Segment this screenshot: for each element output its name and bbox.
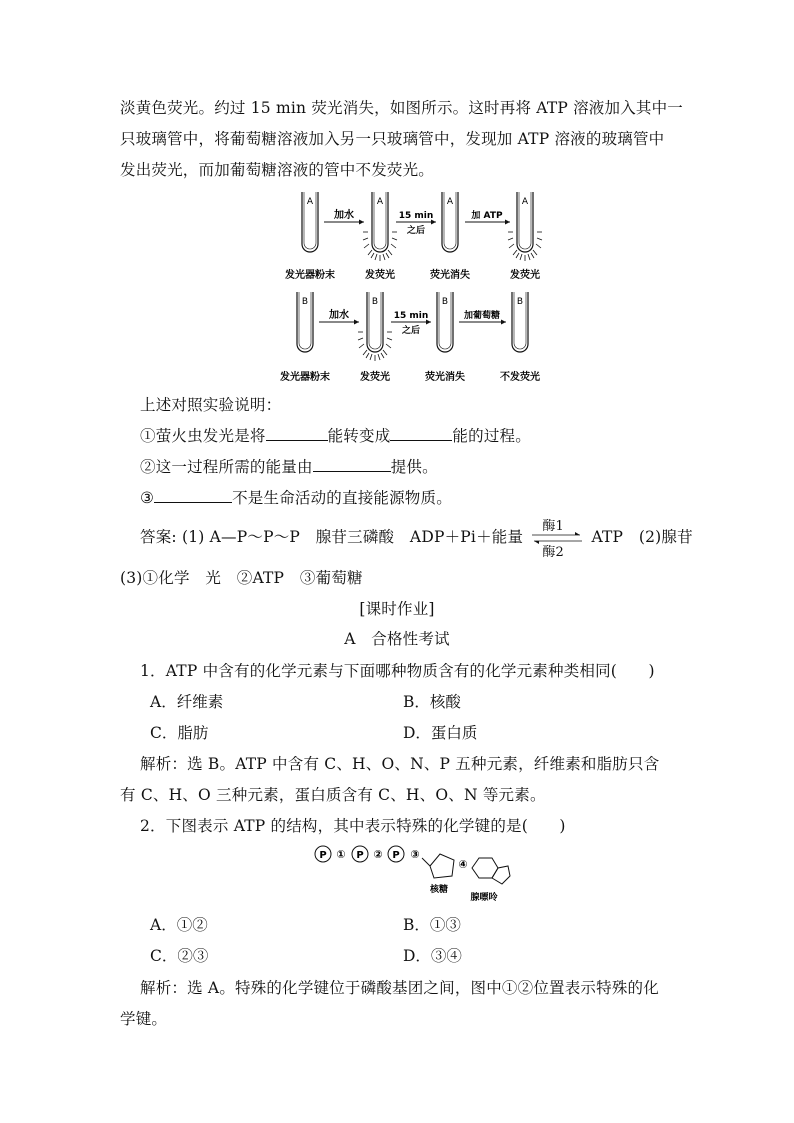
row-b-caption-1: 发光器粉末 <box>280 372 330 383</box>
row-b-caption-3: 荧光消失 <box>425 372 465 383</box>
firefly-experiment-figure <box>260 186 560 386</box>
answer-line-2: (3)①化学 光 ②ATP ③葡萄糖 <box>120 569 363 587</box>
row-a-step2-bottom: 之后 <box>406 226 426 236</box>
answer-part1: (1) A—P～P～P 腺苷三磷酸 ADP＋Pi＋能量 <box>181 528 524 546</box>
phosphate-3: P <box>392 850 400 861</box>
tube-a-label-4: A <box>521 197 529 207</box>
section-subtitle: A 合格性考试 <box>344 630 450 648</box>
question2-analysis-1: 解析：选 A。特殊的化学键位于磷酸基团之间，图中①②位置表示特殊的化 <box>140 979 659 997</box>
bond-1-label: ① <box>336 848 346 861</box>
tube-a-label-2: A <box>376 197 384 207</box>
row-b-step2-top: 15 min <box>393 311 429 321</box>
row-b-step3: 加葡萄糖 <box>463 311 501 321</box>
bond-2-label: ② <box>373 848 383 861</box>
row-b-step2-bottom: 之后 <box>401 326 421 336</box>
row-a-caption-4: 发荧光 <box>510 270 540 281</box>
row-a-caption-3: 荧光消失 <box>430 270 470 281</box>
intro-line-2: 只玻璃管中，将葡萄糖溶液加入另一只玻璃管中，发现加 ATP 溶液的玻璃管中 <box>120 130 665 148</box>
tube-b-label-4: B <box>516 297 524 307</box>
q1-part-a: ①萤火虫发光是将 <box>140 427 266 445</box>
tube-b-label-2: B <box>371 297 379 307</box>
q2-part-b: 提供。 <box>390 458 438 476</box>
phosphate-1: P <box>319 850 327 861</box>
enzyme-top-label: 酶1 <box>542 519 564 534</box>
question2-stem: 2．下图表示 ATP 的结构，其中表示特殊的化学键的是( ) <box>140 817 566 835</box>
question2-option-c[interactable]: C．②③ <box>150 947 209 965</box>
intro-line-1: 淡黄色荧光。约过 15 min 荧光消失，如图所示。这时再将 ATP 溶液加入其中一 <box>120 99 684 117</box>
question2-option-a[interactable]: A．①② <box>150 916 208 934</box>
section-title: [课时作业] <box>359 600 435 618</box>
row-b-caption-4: 不发荧光 <box>500 372 540 383</box>
q1-line <box>140 424 531 446</box>
question1-option-b[interactable]: B．核酸 <box>403 693 461 711</box>
row-b-caption-2: 发荧光 <box>360 372 390 383</box>
question2-option-d[interactable]: D．③④ <box>403 947 462 965</box>
row-a-step1: 加水 <box>334 210 354 221</box>
row-a-step2-top: 15 min <box>398 211 434 221</box>
q2-part-a: ②这一过程所需的能量由 <box>140 458 313 476</box>
ribose-ring <box>430 854 454 878</box>
question2-analysis-2: 学键。 <box>120 1010 168 1028</box>
tube-a-label-3: A <box>446 197 454 207</box>
enzyme-bottom-label: 酶2 <box>542 545 564 560</box>
q3-blank[interactable] <box>154 488 232 503</box>
question1-analysis-2: 有 C、H、O 三种元素，蛋白质含有 C、H、O、N 等元素。 <box>120 786 546 804</box>
phosphate-2: P <box>356 850 364 861</box>
q3-part-b: 不是生命活动的直接能源物质。 <box>232 489 452 507</box>
answer-line-1 <box>140 519 693 560</box>
atp-structure-figure <box>312 840 512 906</box>
adenine-label: 腺嘌呤 <box>470 893 498 903</box>
question1-analysis-1: 解析：选 B。ATP 中含有 C、H、O、N、P 五种元素，纤维素和脂肪只含 <box>140 755 660 773</box>
bond-3-label: ③ <box>410 848 420 861</box>
question1-option-c[interactable]: C．脂肪 <box>150 724 209 742</box>
question2-option-b[interactable]: B．①③ <box>403 916 461 934</box>
row-a-caption-2: 发荧光 <box>365 270 395 281</box>
q1-blank-1[interactable] <box>266 426 328 441</box>
row-b <box>279 292 540 383</box>
row-b-step1: 加水 <box>329 310 349 321</box>
q3-line <box>140 486 452 508</box>
question1-option-a[interactable]: A．纤维素 <box>150 693 224 711</box>
q1-part-b: 能转变成 <box>327 427 391 445</box>
enzyme-arrows <box>528 519 586 560</box>
tube-b-label-3: B <box>441 297 449 307</box>
answer-part1-end: ATP (2)腺苷 <box>591 528 693 546</box>
ribose-label: 核糖 <box>429 885 449 895</box>
question1-option-d[interactable]: D．蛋白质 <box>403 724 478 742</box>
bond-4-label: ④ <box>458 858 468 871</box>
row-a-step3: 加 ATP <box>471 211 503 221</box>
tube-b-label-1: B <box>301 297 309 307</box>
q1-part-c: 能的过程。 <box>452 427 531 445</box>
intro-line-3: 发出荧光，而加葡萄糖溶液的管中不发荧光。 <box>120 161 435 179</box>
row-a-caption-1: 发光器粉末 <box>285 270 335 281</box>
answer-label: 答案: <box>140 528 177 546</box>
q3-part-a: ③ <box>140 489 155 507</box>
tube-a-label-1: A <box>306 197 314 207</box>
row-a <box>284 192 542 281</box>
q2-line <box>140 455 438 477</box>
questions-intro: 上述对照实验说明： <box>140 396 282 414</box>
q2-blank[interactable] <box>313 457 391 472</box>
question1-stem: 1．ATP 中含有的化学元素与下面哪种物质含有的化学元素种类相同( ) <box>140 662 655 680</box>
adenine-pentagon <box>492 866 510 884</box>
q1-blank-2[interactable] <box>390 426 452 441</box>
